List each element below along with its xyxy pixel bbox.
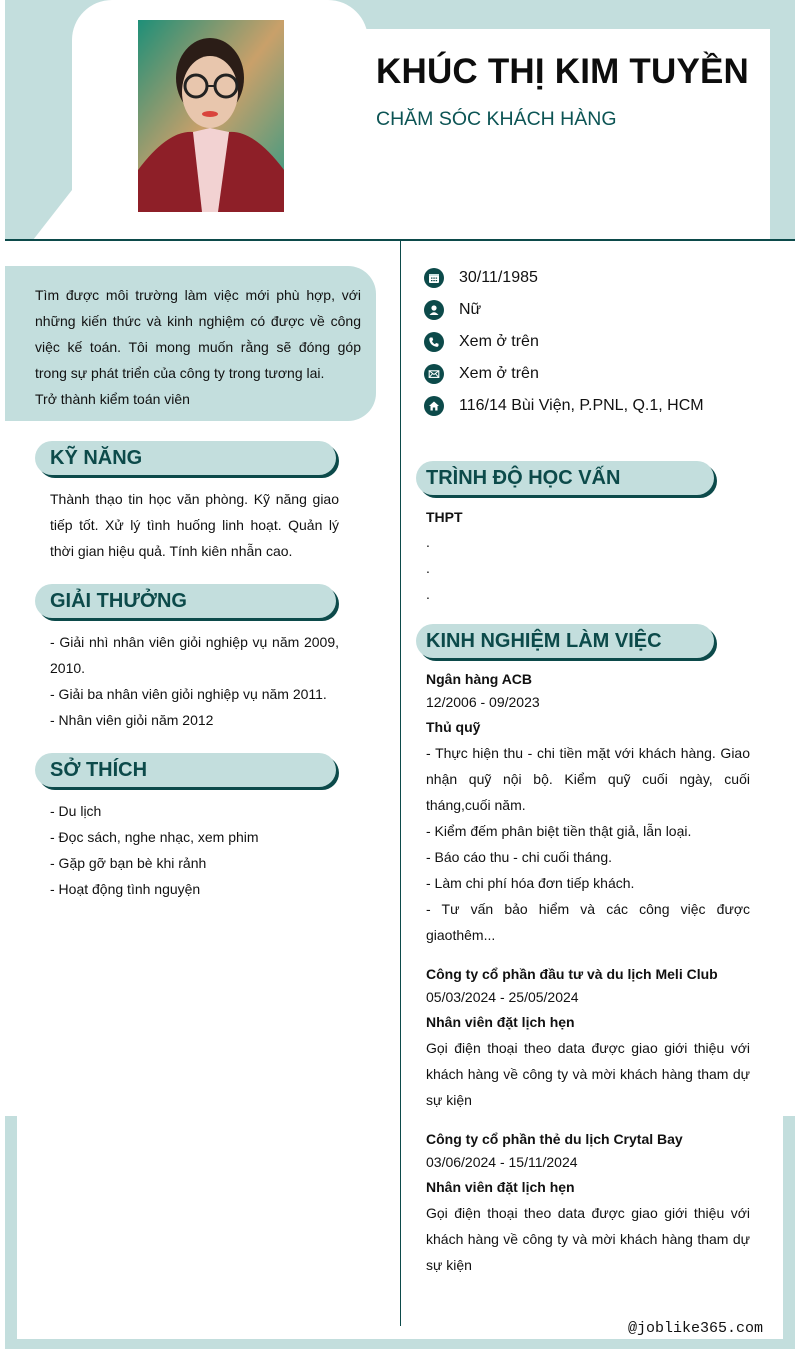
job-description: - Tư vấn bảo hiểm và các công việc được giaothêm... (426, 901, 750, 943)
job-role: Nhân viên đặt lịch hẹn (426, 1014, 575, 1030)
user-icon (424, 300, 444, 320)
education-heading: TRÌNH ĐỘ HỌC VẤN (416, 461, 714, 495)
frame-right (783, 1116, 795, 1349)
birthdate-value: 30/11/1985 (459, 269, 538, 286)
award-item: - Giải ba nhân viên giỏi nghiệp vụ năm 2011. (50, 686, 327, 702)
experience-entry (426, 1128, 750, 1278)
phone-value: Xem ở trên (459, 333, 539, 350)
phone-icon (424, 332, 444, 352)
job-period: 03/06/2024 - 15/11/2024 (426, 1154, 578, 1170)
award-item: - Giải nhì nhân viên giỏi nghiệp vụ năm 2009, 2010. (50, 634, 339, 676)
contact-email (424, 358, 704, 390)
skills-section (50, 486, 339, 564)
company-name: Công ty cổ phần đầu tư và du lịch Meli Club (426, 966, 718, 982)
job-description: - Làm chi phí hóa đơn tiếp khách. (426, 875, 635, 891)
email-value: Xem ở trên (459, 365, 539, 382)
job-period: 12/2006 - 09/2023 (426, 694, 540, 710)
gender-value: Nữ (459, 301, 482, 318)
school-name: THPT (426, 509, 463, 525)
experience-entry (426, 668, 750, 948)
job-role: Nhân viên đặt lịch hẹn (426, 1179, 575, 1195)
education-detail: . (426, 586, 430, 602)
address-value: 116/14 Bùi Viện, P.PNL, Q.1, HCM (459, 397, 704, 414)
hobby-item: - Du lịch (50, 803, 102, 819)
job-period: 05/03/2024 - 25/05/2024 (426, 989, 579, 1005)
education-detail: . (426, 534, 430, 550)
column-divider (400, 240, 401, 1326)
profile-photo (138, 20, 284, 212)
education-section (426, 505, 463, 607)
skills-heading: KỸ NĂNG (35, 441, 336, 475)
education-detail: . (426, 560, 430, 576)
job-description: - Kiểm đếm phân biệt tiền thật giả, lẫn loại. (426, 823, 692, 839)
job-description: - Thực hiện thu - chi tiền mặt với khách hàng. Giao nhận quỹ nội bộ. Kiểm quỹ cuối ngày, cuối tháng,cuối năm. (426, 745, 750, 813)
hobby-item: - Gặp gỡ bạn bè khi rảnh (50, 855, 207, 871)
hobby-item: - Hoạt động tình nguyện (50, 881, 201, 897)
skills-text: Thành thạo tin học văn phòng. Kỹ năng giao tiếp tốt. Xử lý tình huống linh hoạt. Quản lý thời gian hiệu quả. Tính kiên nhẫn cao. (50, 491, 339, 559)
company-name: Công ty cổ phần thẻ du lịch Crytal Bay (426, 1131, 683, 1147)
contact-address (424, 390, 704, 422)
career-objective (5, 266, 376, 421)
job-title: CHĂM SÓC KHÁCH HÀNG (376, 108, 617, 130)
experience-heading: KINH NGHIỆM LÀM VIỆC (416, 624, 714, 658)
contact-info (424, 262, 704, 422)
candidate-name: KHÚC THỊ KIM TUYỀN (376, 52, 750, 91)
contact-gender (424, 294, 704, 326)
job-description: Gọi điện thoại theo data được giao giới thiệu với khách hàng về công ty và mời khách hàng tham dự sự kiện (426, 1040, 750, 1108)
speech-bubble-tail (5, 0, 125, 240)
awards-heading: GIẢI THƯỞNG (35, 584, 336, 618)
mail-icon (424, 364, 444, 384)
company-name: Ngân hàng ACB (426, 671, 533, 687)
footer-watermark: @joblike365.com (628, 1320, 764, 1337)
contact-birthdate (424, 262, 704, 294)
objective-text: Tìm được môi trường làm việc mới phù hợp, với những kiến thức và kinh nghiệm có được về công việc kế toán. Tôi mong muốn rằng sẽ đóng góp trong sự phát triển của công ty trong tương lai. (35, 287, 361, 381)
hobbies-section (50, 798, 339, 902)
award-item: - Nhân viên giỏi năm 2012 (50, 712, 214, 728)
awards-section (50, 629, 339, 733)
job-description: - Báo cáo thu - chi cuối tháng. (426, 849, 612, 865)
hobby-item: - Đọc sách, nghe nhạc, xem phim (50, 829, 259, 845)
experience-entry (426, 963, 750, 1113)
hobbies-heading: SỞ THÍCH (35, 753, 336, 787)
calendar-icon (424, 268, 444, 288)
frame-bottom (5, 1339, 795, 1349)
job-role: Thủ quỹ (426, 719, 481, 735)
home-icon (424, 396, 444, 416)
objective-goal: Trở thành kiểm toán viên (35, 391, 190, 407)
frame-left (5, 1116, 17, 1349)
job-description: Gọi điện thoại theo data được giao giới thiệu với khách hàng về công ty và mời khách hàng tham dự sự kiện (426, 1205, 750, 1273)
contact-phone (424, 326, 704, 358)
